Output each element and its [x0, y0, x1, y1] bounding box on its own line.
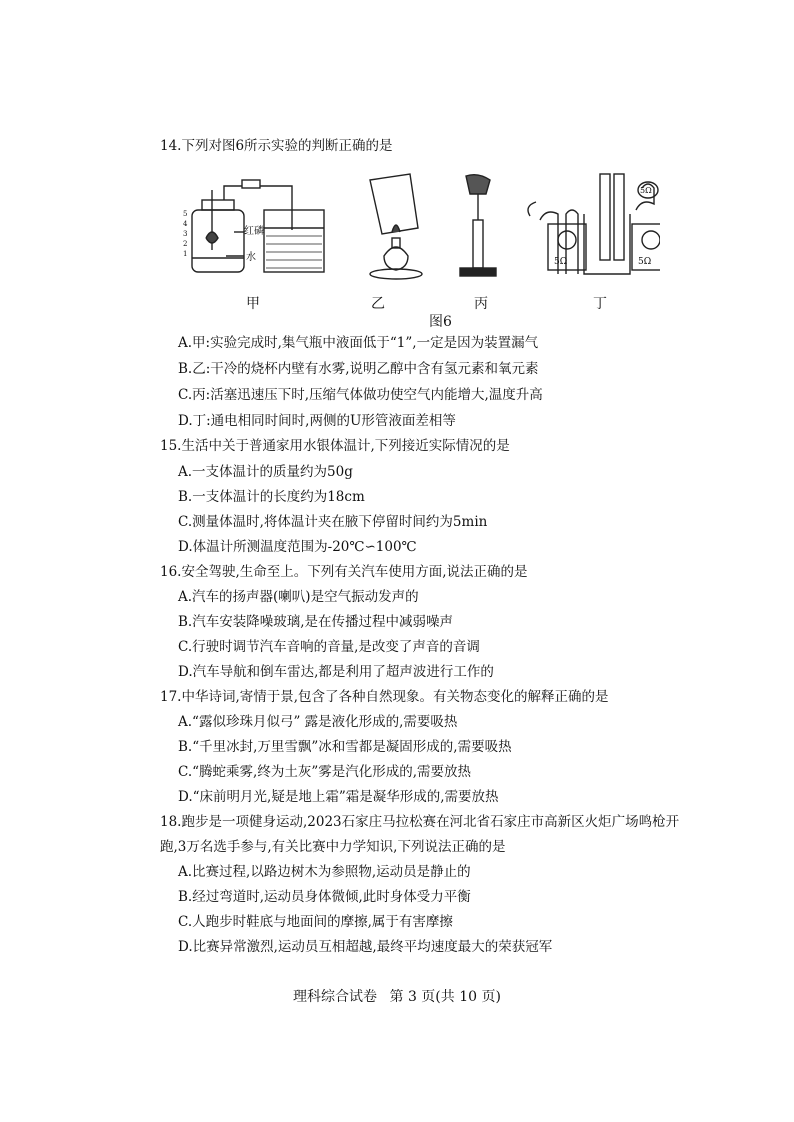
q18-option-c: C.人跑步时鞋底与地面间的摩擦,属于有害摩擦 [178, 914, 453, 930]
scale-1: 1 [183, 250, 188, 258]
q17-option-b: B.“千里冰封,万里雪飘”冰和雪都是凝固形成的,需要吸热 [178, 739, 512, 755]
q14-option-b: B.乙:干冷的烧杯内壁有水雾,说明乙醇中含有氢元素和氧元素 [178, 361, 539, 377]
page-footer [0, 986, 794, 1006]
q17-option-d: D.“床前明月光,疑是地上霜”霜是凝华形成的,需要放热 [178, 789, 499, 805]
q18-option-b: B.经过弯道时,运动员身体微倾,此时身体受力平衡 [178, 889, 471, 905]
footer-subject: 理科综合试卷 [293, 989, 378, 1005]
question-18-stem-line1: 18.跑步是一项健身运动,2023石家庄马拉松赛在河北省石家庄市高新区火炬广场鸣枪开 [160, 814, 680, 830]
resistor-top-label: 5Ω [640, 186, 652, 195]
label-water: 水 [246, 252, 256, 263]
apparatus-bing [460, 175, 496, 276]
q14-option-a: A.甲:实验完成时,集气瓶中液面低于“1”,一定是因为装置漏气 [178, 335, 539, 351]
q15-option-a: A.一支体温计的质量约为50g [178, 464, 353, 480]
q16-option-d: D.汽车导航和倒车雷达,都是利用了超声波进行工作的 [178, 664, 494, 680]
q16-option-c: C.行驶时调节汽车音响的音量,是改变了声音的音调 [178, 639, 480, 655]
apparatus-yi [370, 174, 422, 279]
question-14-stem: 14.下列对图6所示实验的判断正确的是 [160, 138, 393, 154]
scale-3: 3 [183, 230, 188, 238]
label-red-phosphorus: 红磷 [244, 226, 264, 237]
q18-option-d: D.比赛异常激烈,运动员互相超越,最终平均速度最大的荣获冠军 [178, 939, 553, 955]
sublabel-ding: 丁 [593, 296, 607, 312]
q16-option-a: A.汽车的扬声器(喇叭)是空气振动发声的 [178, 589, 419, 605]
q15-option-b: B.一支体温计的长度约为18cm [178, 489, 365, 505]
q14-option-d: D.丁:通电相同时间时,两侧的U形管液面差相等 [178, 413, 456, 429]
q15-option-d: D.体温计所测温度范围为-20℃∽100℃ [178, 539, 417, 555]
q14-option-c: C.丙:活塞迅速压下时,压缩气体做功使空气内能增大,温度升高 [178, 387, 543, 403]
question-16-stem: 16.安全驾驶,生命至上。下列有关汽车使用方面,说法正确的是 [160, 564, 528, 580]
sublabel-yi: 乙 [371, 296, 385, 312]
q18-option-a: A.比赛过程,以路边树木为参照物,运动员是静止的 [178, 864, 471, 880]
sublabel-bing: 丙 [474, 296, 488, 312]
scale-4: 4 [183, 220, 188, 228]
sublabel-jia: 甲 [246, 296, 260, 312]
q17-option-c: C.“腾蛇乘雾,终为土灰”雾是汽化形成的,需要放热 [178, 764, 472, 780]
resistor-right-label: 5Ω [638, 257, 652, 267]
figure-6 [180, 170, 660, 288]
q15-option-c: C.测量体温时,将体温计夹在腋下停留时间约为5min [178, 514, 488, 530]
question-15-stem: 15.生活中关于普通家用水银体温计,下列接近实际情况的是 [160, 438, 510, 454]
resistor-left-label: 5Ω [554, 257, 568, 267]
question-17-stem: 17.中华诗词,寄情于景,包含了各种自然现象。有关物态变化的解释正确的是 [160, 689, 609, 705]
q17-option-a: A.“露似珍珠月似弓” 露是液化形成的,需要吸热 [178, 714, 458, 730]
scale-5: 5 [183, 210, 188, 218]
scale-2: 2 [183, 240, 188, 248]
question-18-stem-line2: 跑,3万名选手参与,有关比赛中力学知识,下列说法正确的是 [160, 839, 506, 855]
q16-option-b: B.汽车安装降噪玻璃,是在传播过程中减弱噪声 [178, 614, 454, 630]
figure-caption: 图6 [429, 314, 452, 330]
footer-page-number: 第 3 页(共 10 页) [389, 989, 501, 1005]
